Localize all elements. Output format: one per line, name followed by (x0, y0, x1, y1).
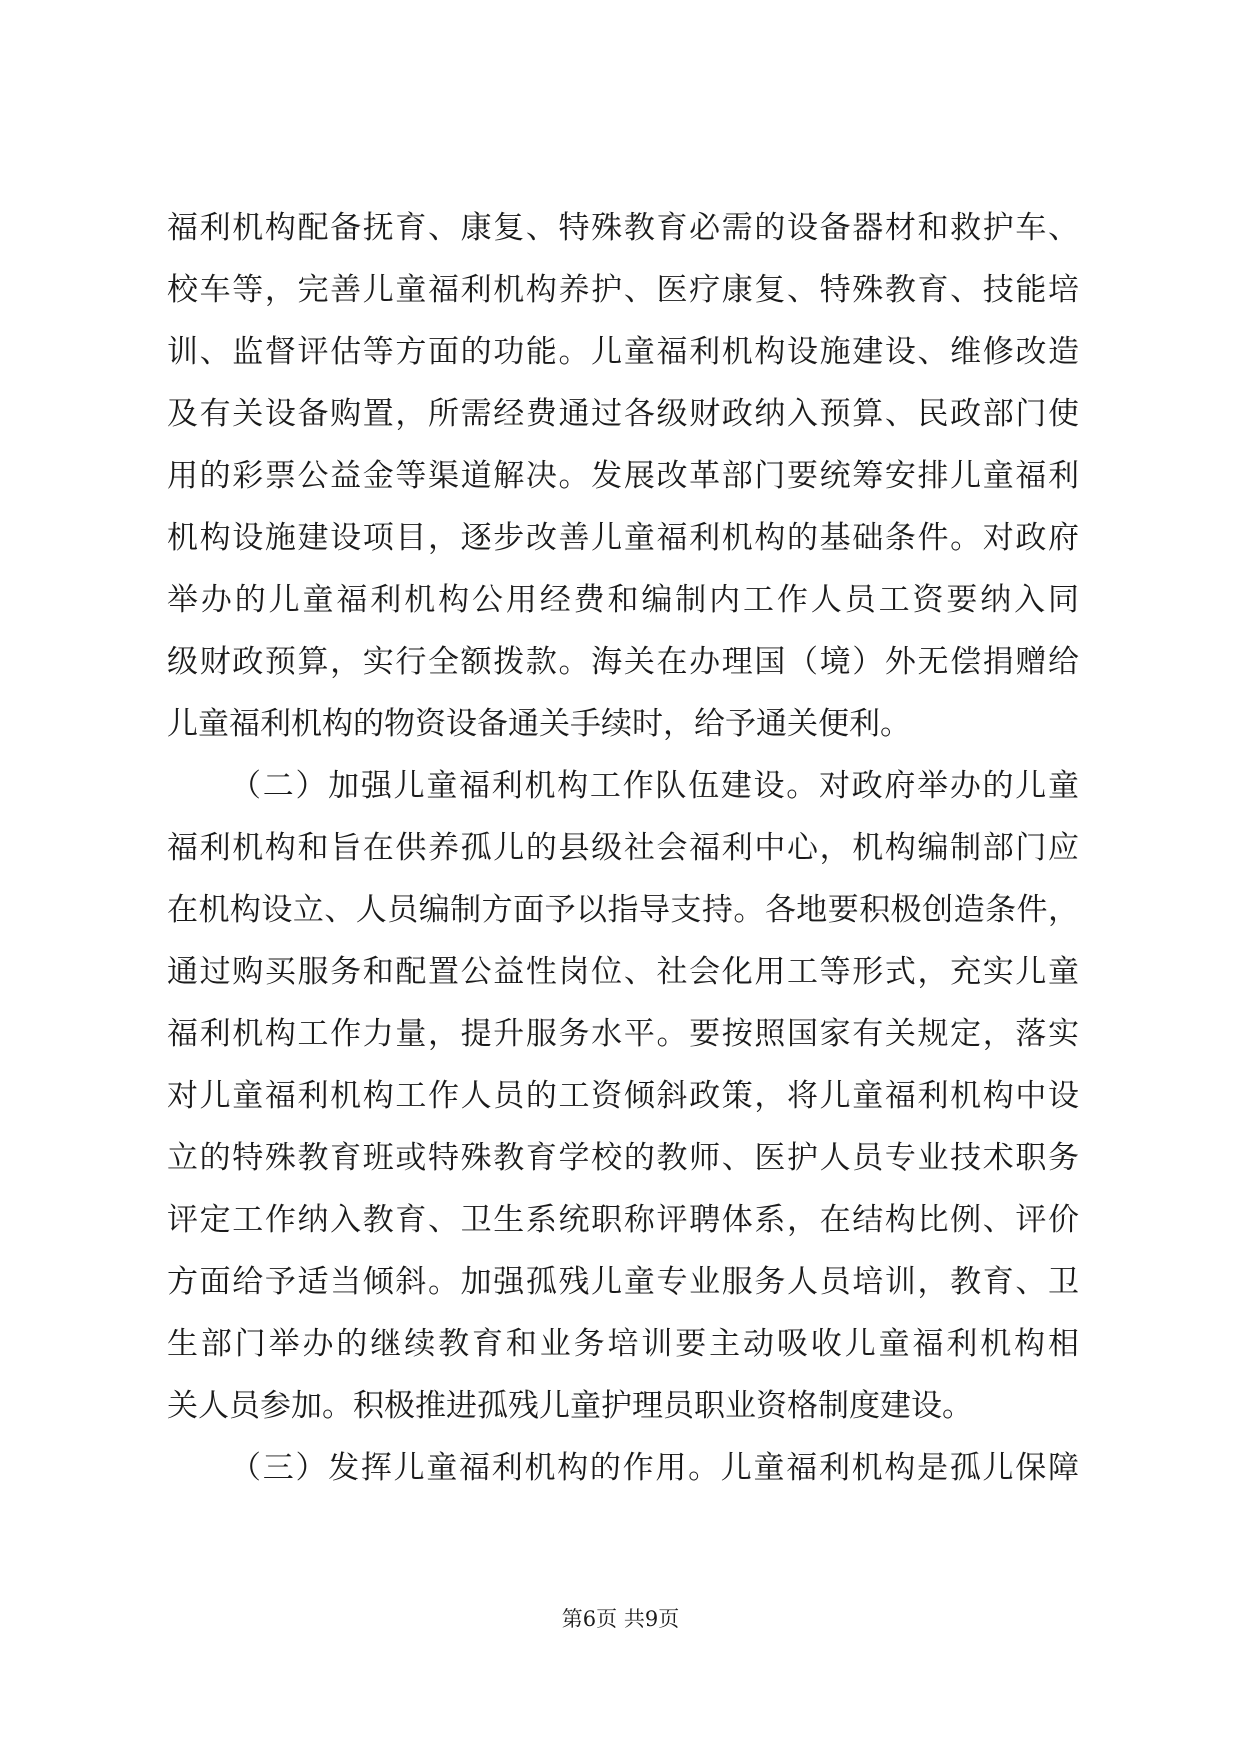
text-line: 关人员参加。积极推进孤残儿童护理员职业资格制度建设。 (167, 1388, 973, 1424)
text-line: 对儿童福利机构工作人员的工资倾斜政策，将儿童福利机构中设 (167, 1078, 1079, 1114)
page-number-footer: 第6页 共9页 (561, 1607, 680, 1631)
text-line: 举办的儿童福利机构公用经费和编制内工作人员工资要纳入同 (167, 582, 1079, 618)
paragraph-heading-line: （二）加强儿童福利机构工作队伍建设。对政府举办的儿童 (230, 768, 1079, 804)
text-line: 在机构设立、人员编制方面予以指导支持。各地要积极创造条件， (167, 892, 1079, 928)
text-line: 用的彩票公益金等渠道解决。发展改革部门要统筹安排儿童福利 (167, 458, 1079, 494)
text-line: 生部门举办的继续教育和业务培训要主动吸收儿童福利机构相 (167, 1326, 1079, 1362)
text-line: 福利机构配备抚育、康复、特殊教育必需的设备器材和救护车、 (167, 210, 1079, 246)
text-line: 及有关设备购置，所需经费通过各级财政纳入预算、民政部门使 (167, 396, 1079, 432)
paragraph-heading-line: （三）发挥儿童福利机构的作用。儿童福利机构是孤儿保障 (230, 1450, 1079, 1486)
text-line: 福利机构和旨在供养孤儿的县级社会福利中心，机构编制部门应 (167, 830, 1079, 866)
text-line: 通过购买服务和配置公益性岗位、社会化用工等形式，充实儿童 (167, 954, 1079, 990)
text-line: 机构设施建设项目，逐步改善儿童福利机构的基础条件。对政府 (167, 520, 1079, 556)
text-line: 训、监督评估等方面的功能。儿童福利机构设施建设、维修改造 (167, 334, 1079, 370)
text-line: 方面给予适当倾斜。加强孤残儿童专业服务人员培训，教育、卫 (167, 1264, 1079, 1300)
text-line: 校车等，完善儿童福利机构养护、医疗康复、特殊教育、技能培 (167, 272, 1079, 308)
text-line: 儿童福利机构的物资设备通关手续时，给予通关便利。 (167, 706, 911, 742)
text-line: 级财政预算，实行全额拨款。海关在办理国（境）外无偿捐赠给 (167, 644, 1079, 680)
text-line: 福利机构工作力量，提升服务水平。要按照国家有关规定，落实 (167, 1016, 1079, 1052)
text-line: 立的特殊教育班或特殊教育学校的教师、医护人员专业技术职务 (167, 1140, 1079, 1176)
text-line: 评定工作纳入教育、卫生系统职称评聘体系，在结构比例、评价 (167, 1202, 1079, 1238)
